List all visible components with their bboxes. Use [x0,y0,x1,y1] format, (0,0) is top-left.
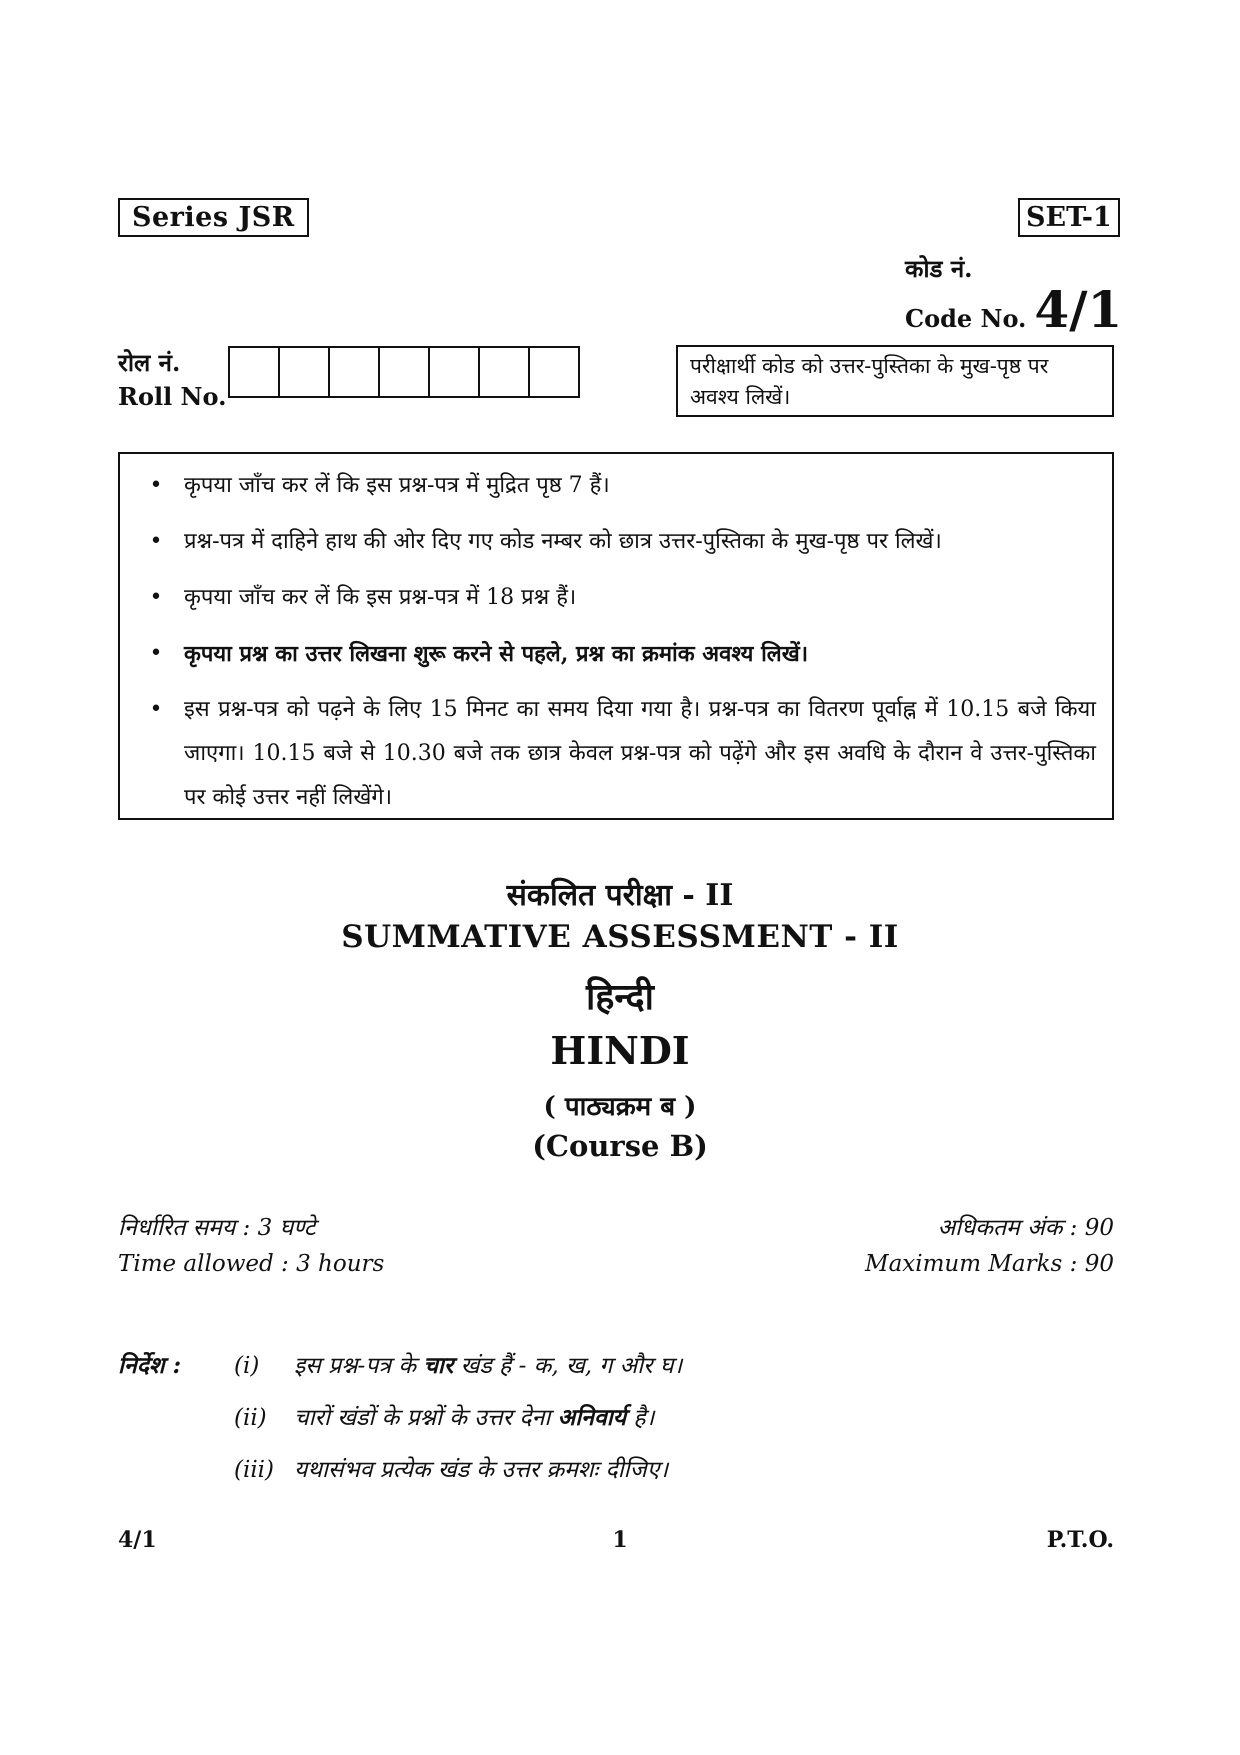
instructions-box [118,452,1114,820]
code-label-hindi: कोड नं. [905,254,973,283]
roll-number-cell[interactable] [230,348,280,396]
roll-number-grid [228,346,580,398]
code-value: 4/1 [1034,280,1123,339]
direction-number: (i) [234,1353,260,1379]
subject-english: HINDI [550,1028,690,1073]
page-number: 1 [612,1527,628,1553]
roll-number-cell[interactable] [380,348,430,396]
time-allowed-hindi: निर्धारित समय : 3 घण्टे [118,1215,316,1241]
instruction-item: • प्रश्न-पत्र में दाहिने हाथ की ओर दिए गए कोड नम्बर को छात्र उत्तर-पुस्तिका के मुख-पृष्ठ पर लिखें। [128,520,1096,564]
maximum-marks-hindi: अधिकतम अंक : 90 [937,1215,1114,1241]
instruction-item: • कृपया प्रश्न का उत्तर लिखना शुरू करने से पहले, प्रश्न का क्रमांक अवश्य लिखें। [128,632,1096,676]
roll-number-cell[interactable] [280,348,330,396]
exam-title-block [0,875,1240,1165]
time-allowed-english: Time allowed : 3 hours [118,1251,385,1277]
roll-label-hindi: रोल नं. [118,348,181,377]
instruction-item: • कृपया जाँच कर लें कि इस प्रश्न-पत्र में मुद्रित पृष्ठ 7 हैं। [128,464,1096,508]
direction-text: यथासंभव प्रत्येक खंड के उत्तर क्रमशः दीजिए। [294,1457,669,1483]
footer-code: 4/1 [118,1527,157,1553]
bullet-icon: • [149,529,163,554]
candidate-note: परीक्षार्थी कोड को उत्तर-पुस्तिका के मुख-पृष्ठ पर अवश्य लिखें। [676,345,1114,417]
maximum-marks [800,1210,1114,1282]
direction-number: (iii) [234,1457,275,1483]
direction-item [118,1392,1118,1444]
exam-title-english: SUMMATIVE ASSESSMENT - II [341,919,899,955]
bullet-icon: • [149,473,163,498]
roll-number-cell[interactable] [330,348,380,396]
instruction-item: • इस प्रश्न-पत्र को पढ़ने के लिए 15 मिनट का समय दिया गया है। प्रश्न-पत्र का वितरण पूर्वाह्न में 10.15 बजे किया जाएगा। 10.15 बजे से 10.30 बजे तक छात्र केवल प्रश्न-पत्र को पढ़ेंगे और इस अवधि के दौरान वे उत्तर-पुस्तिका पर कोई उत्तर नहीं लिखेंगे। [128,688,1096,820]
roll-number-cell[interactable] [530,348,578,396]
direction-text: इस प्रश्न-पत्र के चार खंड हैं - क, ख, ग और घ। [294,1352,683,1379]
directions-section [118,1340,1118,1496]
roll-number-cell[interactable] [480,348,530,396]
code-number-block [905,254,1125,339]
roll-number-cell[interactable] [430,348,480,396]
direction-item [118,1444,1118,1496]
bullet-icon: • [149,697,163,722]
bullet-icon: • [149,641,163,666]
set-label: SET-1 [1018,198,1120,237]
subject-hindi: हिन्दी [585,976,654,1018]
course-english: (Course B) [532,1129,708,1163]
directions-heading: निर्देश : [118,1352,182,1379]
direction-number: (ii) [234,1405,267,1431]
maximum-marks-english: Maximum Marks : 90 [865,1251,1114,1277]
bullet-icon: • [149,585,163,610]
roll-number-labels [118,346,226,414]
direction-text: चारों खंडों के प्रश्नों के उत्तर देना अनिवार्य है। [294,1404,655,1431]
series-label: Series JSR [118,198,309,237]
exam-title-hindi: संकलित परीक्षा - II [506,878,734,913]
instruction-item: • कृपया जाँच कर लें कि इस प्रश्न-पत्र में 18 प्रश्न हैं। [128,576,1096,620]
direction-item [118,1340,1118,1392]
course-hindi: ( पाठ्यक्रम ब ) [543,1092,697,1122]
code-label-english: Code No. [905,304,1027,333]
roll-label-english: Roll No. [118,382,227,411]
time-allowed [118,1210,384,1282]
please-turn-over: P.T.O. [1046,1527,1114,1553]
